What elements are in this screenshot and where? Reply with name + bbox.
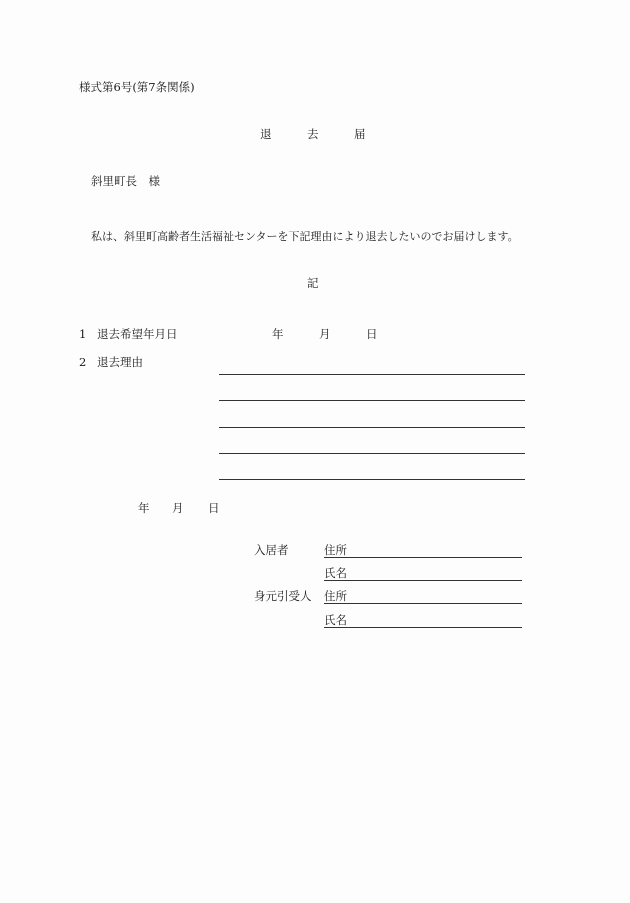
addressee: 斜里町長 様: [91, 174, 160, 188]
resident-address-line: [324, 557, 522, 558]
statement: 私は、斜里町高齢者生活福祉センターを下記理由により退去したいのでお届けします。: [91, 230, 519, 243]
submit-day-unit: 日: [208, 501, 220, 515]
submit-year-unit: 年: [138, 501, 150, 515]
reason-line-3: [219, 427, 525, 428]
resident-address-label: 住所: [324, 543, 347, 557]
ki-heading: 記: [307, 276, 319, 290]
form-number: 様式第6号(第7条関係): [79, 80, 195, 94]
title-char-2: 去: [307, 127, 319, 141]
resident-name-line: [324, 580, 522, 581]
resident-name-label: 氏名: [324, 566, 347, 580]
submit-month-unit: 月: [172, 501, 184, 515]
guarantor-address-line: [324, 603, 522, 604]
item-1-label: 退去希望年月日: [97, 327, 178, 341]
resident-label: 入居者: [254, 543, 289, 557]
guarantor-name-line: [324, 627, 522, 628]
item-2-label: 退去理由: [97, 355, 143, 369]
guarantor-label: 身元引受人: [254, 589, 312, 603]
move-out-year-unit: 年: [272, 327, 284, 341]
guarantor-name-label: 氏名: [324, 613, 347, 627]
reason-line-2: [219, 400, 525, 401]
reason-line-1: [219, 374, 525, 375]
item-1-number: 1: [79, 327, 87, 341]
reason-line-5: [219, 479, 525, 480]
guarantor-address-label: 住所: [324, 589, 347, 603]
move-out-day-unit: 日: [366, 327, 378, 341]
item-2-number: 2: [79, 355, 87, 369]
reason-line-4: [219, 453, 525, 454]
move-out-month-unit: 月: [319, 327, 331, 341]
title-char-1: 退: [260, 127, 272, 141]
title-char-3: 届: [354, 127, 366, 141]
